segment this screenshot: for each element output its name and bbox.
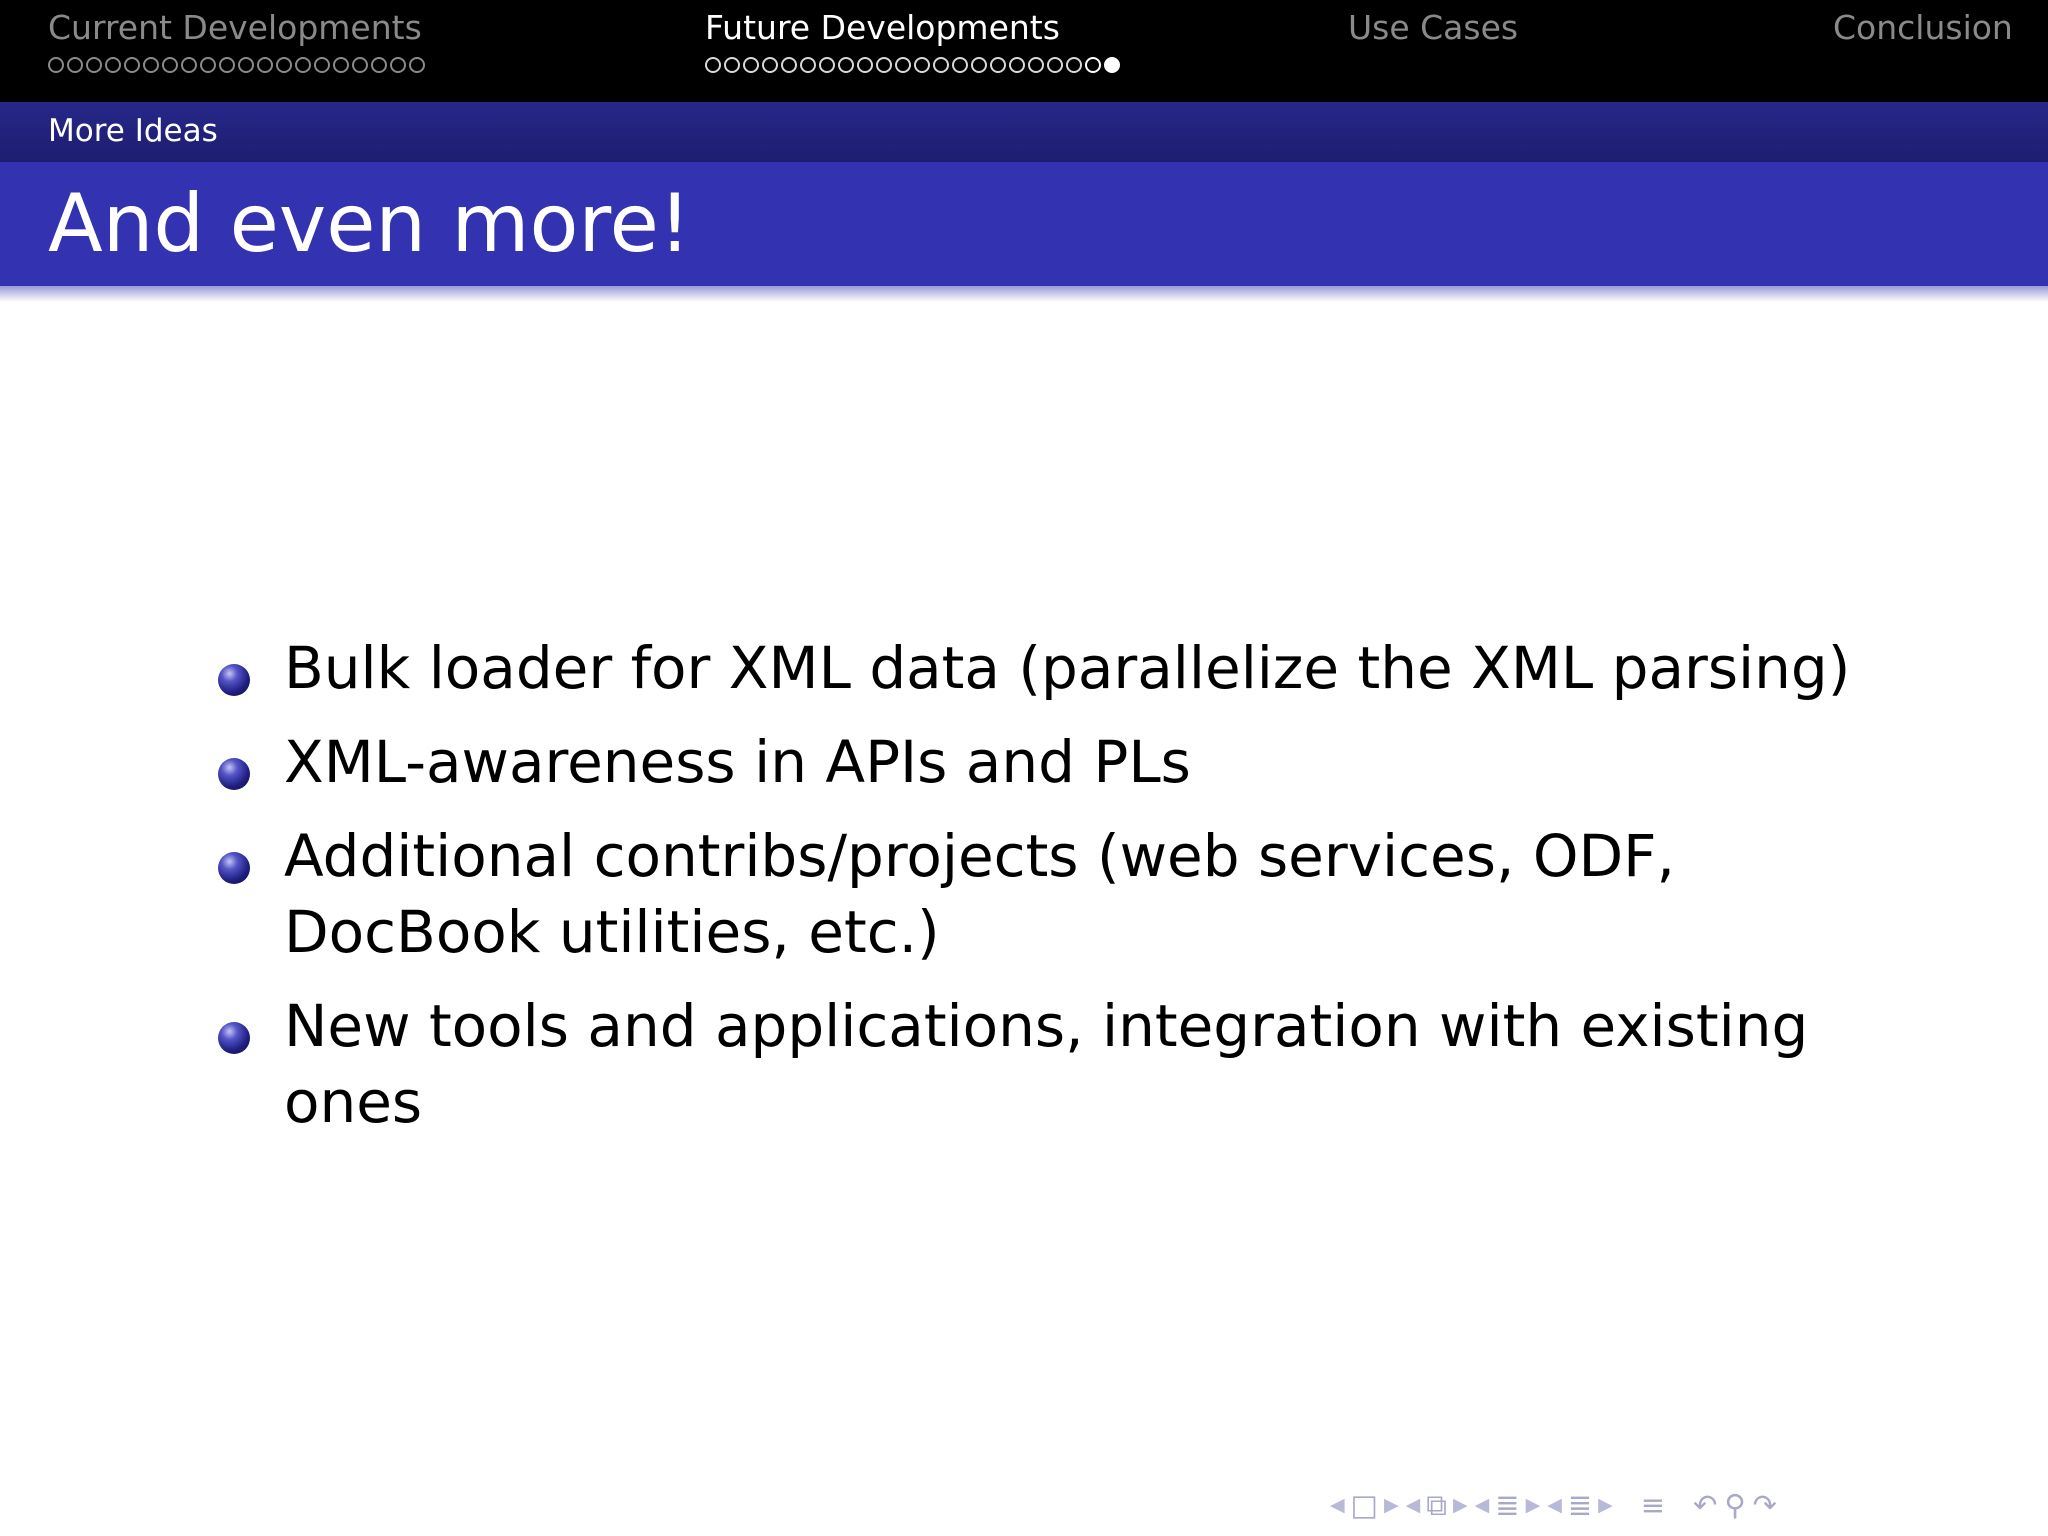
frame-dot[interactable] xyxy=(219,57,235,73)
frame-dot[interactable] xyxy=(781,57,797,73)
frame-dot[interactable] xyxy=(876,57,892,73)
bullet-text: XML-awareness in APIs and PLs xyxy=(284,728,1191,796)
frame-dot[interactable] xyxy=(1047,57,1063,73)
section-nav-group xyxy=(1474,1487,1541,1522)
bullet-ball-icon xyxy=(218,1022,250,1054)
frame-dot[interactable] xyxy=(971,57,987,73)
frame-dot[interactable] xyxy=(914,57,930,73)
frame-nav-group xyxy=(1330,1487,1399,1522)
previous-frame-icon[interactable]: ◀ xyxy=(1330,1493,1345,1516)
nav-section-title[interactable]: Use Cases xyxy=(1348,8,1519,47)
bullet-item xyxy=(218,988,1898,1140)
bullet-item xyxy=(218,818,1898,970)
beamer-navigation-controls xyxy=(1330,1488,1777,1522)
section-navigation-bar xyxy=(0,0,2048,102)
frame-dot[interactable] xyxy=(857,57,873,73)
previous-subsection-icon[interactable]: ◀ xyxy=(1405,1493,1421,1516)
bullet-ball-icon xyxy=(218,664,250,696)
frame-icon[interactable]: □ xyxy=(1350,1487,1379,1522)
bullet-item xyxy=(218,630,1898,706)
frame-dot[interactable] xyxy=(124,57,140,73)
frame-dot[interactable] xyxy=(200,57,216,73)
nav-section-title[interactable]: Current Developments xyxy=(48,8,422,47)
slide-title: And even more! xyxy=(48,177,691,270)
bullet-ball-icon xyxy=(218,852,250,884)
frame-dot[interactable] xyxy=(143,57,159,73)
subsection-icon[interactable]: ⧉ xyxy=(1426,1487,1447,1522)
frame-dot[interactable] xyxy=(352,57,368,73)
frame-dot[interactable] xyxy=(952,57,968,73)
frame-dot[interactable] xyxy=(162,57,178,73)
frame-dot[interactable] xyxy=(67,57,83,73)
search-icon[interactable]: ⚲ xyxy=(1724,1487,1746,1522)
presentation-nav-group xyxy=(1547,1487,1613,1522)
frame-dot[interactable] xyxy=(105,57,121,73)
frame-dot[interactable] xyxy=(1009,57,1025,73)
frame-dot[interactable] xyxy=(1085,57,1101,73)
frame-dot[interactable] xyxy=(838,57,854,73)
frame-dot[interactable] xyxy=(257,57,273,73)
frame-dot[interactable] xyxy=(1104,57,1120,73)
bullet-text: Additional contribs/projects (web services, ODF, DocBook utilities, etc.) xyxy=(284,822,1675,966)
forward-icon[interactable]: ↷ xyxy=(1752,1487,1777,1522)
frame-dot[interactable] xyxy=(48,57,64,73)
frame-dot[interactable] xyxy=(390,57,406,73)
next-frame-icon[interactable]: ▶ xyxy=(1384,1493,1399,1516)
subsection-nav-group xyxy=(1405,1487,1468,1522)
previous-part-icon[interactable]: ◀ xyxy=(1547,1493,1562,1516)
frame-dot[interactable] xyxy=(238,57,254,73)
bullet-item xyxy=(218,724,1898,800)
frame-dot[interactable] xyxy=(295,57,311,73)
subsection-bar xyxy=(0,102,2048,162)
frame-dot[interactable] xyxy=(800,57,816,73)
frame-dots xyxy=(705,57,1120,73)
frame-dots xyxy=(48,57,425,73)
frame-dot[interactable] xyxy=(895,57,911,73)
frame-dot[interactable] xyxy=(276,57,292,73)
frame-dot[interactable] xyxy=(819,57,835,73)
frame-dot[interactable] xyxy=(724,57,740,73)
frame-dot[interactable] xyxy=(409,57,425,73)
frame-dot[interactable] xyxy=(181,57,197,73)
frame-dot[interactable] xyxy=(990,57,1006,73)
frame-dot[interactable] xyxy=(1066,57,1082,73)
frame-dot[interactable] xyxy=(333,57,349,73)
frame-dot[interactable] xyxy=(743,57,759,73)
previous-section-icon[interactable]: ◀ xyxy=(1474,1493,1490,1516)
frame-dot[interactable] xyxy=(933,57,949,73)
next-subsection-icon[interactable]: ▶ xyxy=(1453,1493,1468,1516)
frame-dot[interactable] xyxy=(371,57,387,73)
nav-section-title[interactable]: Conclusion xyxy=(1833,8,2013,47)
bullet-text: New tools and applications, integration with existing ones xyxy=(284,992,1809,1136)
presentation-icon[interactable]: ≣ xyxy=(1567,1487,1593,1522)
section-icon[interactable]: ≣ xyxy=(1495,1487,1520,1522)
back-icon[interactable]: ↶ xyxy=(1693,1487,1718,1522)
bullet-list xyxy=(218,630,1898,1158)
frame-dot[interactable] xyxy=(705,57,721,73)
frame-title-shadow xyxy=(0,286,2048,302)
bullet-ball-icon xyxy=(218,758,250,790)
nav-section-title[interactable]: Future Developments xyxy=(705,8,1060,47)
frame-dot[interactable] xyxy=(762,57,778,73)
next-part-icon[interactable]: ▶ xyxy=(1598,1493,1613,1516)
frame-dot[interactable] xyxy=(314,57,330,73)
bullet-text: Bulk loader for XML data (parallelize the XML parsing) xyxy=(284,634,1851,702)
next-section-icon[interactable]: ▶ xyxy=(1525,1493,1541,1516)
subsection-title[interactable]: More Ideas xyxy=(48,113,218,149)
menu-icon[interactable]: ≡ xyxy=(1640,1487,1666,1522)
frame-dot[interactable] xyxy=(86,57,102,73)
frame-dot[interactable] xyxy=(1028,57,1044,73)
